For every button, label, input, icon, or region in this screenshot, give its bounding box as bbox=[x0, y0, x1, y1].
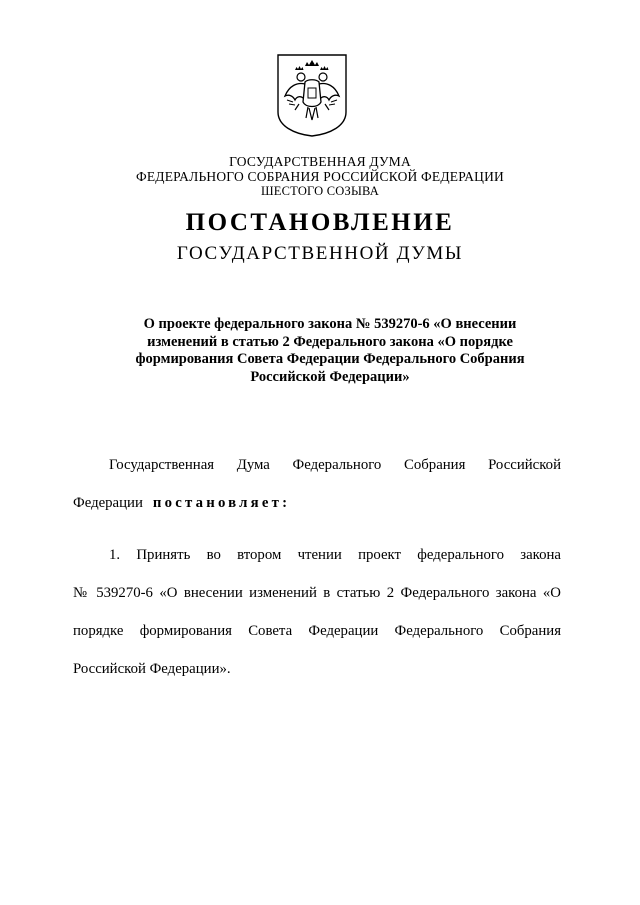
subject-line: О проекте федерального закона № 539270-6 «О внесении bbox=[143, 316, 517, 332]
preamble-paragraph bbox=[73, 446, 561, 522]
paragraph-line: Российской Федерации». bbox=[73, 661, 231, 677]
paragraph-text: 1. Принять во втором чтении проект федерального закона bbox=[109, 547, 561, 563]
subject-line: формирования Совета Федерации Федерального Собрания bbox=[135, 351, 525, 367]
state-emblem-icon bbox=[275, 52, 349, 138]
paragraph-text: Федерации bbox=[73, 495, 143, 511]
header-assembly-line: ФЕДЕРАЛЬНОГО СОБРАНИЯ РОССИЙСКОЙ ФЕДЕРАЦИИ bbox=[136, 169, 504, 184]
subject-line: изменений в статью 2 Федерального закона «О порядке bbox=[147, 333, 513, 350]
document-subject bbox=[128, 316, 532, 386]
document-subtitle: ГОСУДАРСТВЕННОЙ ДУМЫ bbox=[176, 243, 464, 264]
paragraph-text: Государственная Дума Федерального Собрания Российской bbox=[109, 457, 561, 473]
subject-line: Российской Федерации» bbox=[250, 368, 410, 385]
decree-word: постановляет: bbox=[152, 495, 291, 511]
resolution-item-1 bbox=[73, 536, 561, 688]
paragraph-line: порядке формирования Совета Федерации Федерального Собрания bbox=[73, 623, 561, 639]
paragraph-line bbox=[73, 536, 561, 574]
document-title: ПОСТАНОВЛЕНИЕ bbox=[185, 209, 455, 236]
paragraph-line bbox=[73, 446, 561, 484]
paragraph-line: № 539270-6 «О внесении изменений в статью 2 Федерального закона «О bbox=[73, 585, 561, 601]
header-convocation-line: ШЕСТОГО СОЗЫВА bbox=[260, 184, 380, 198]
header-org-line: ГОСУДАРСТВЕННАЯ ДУМА bbox=[229, 154, 411, 169]
